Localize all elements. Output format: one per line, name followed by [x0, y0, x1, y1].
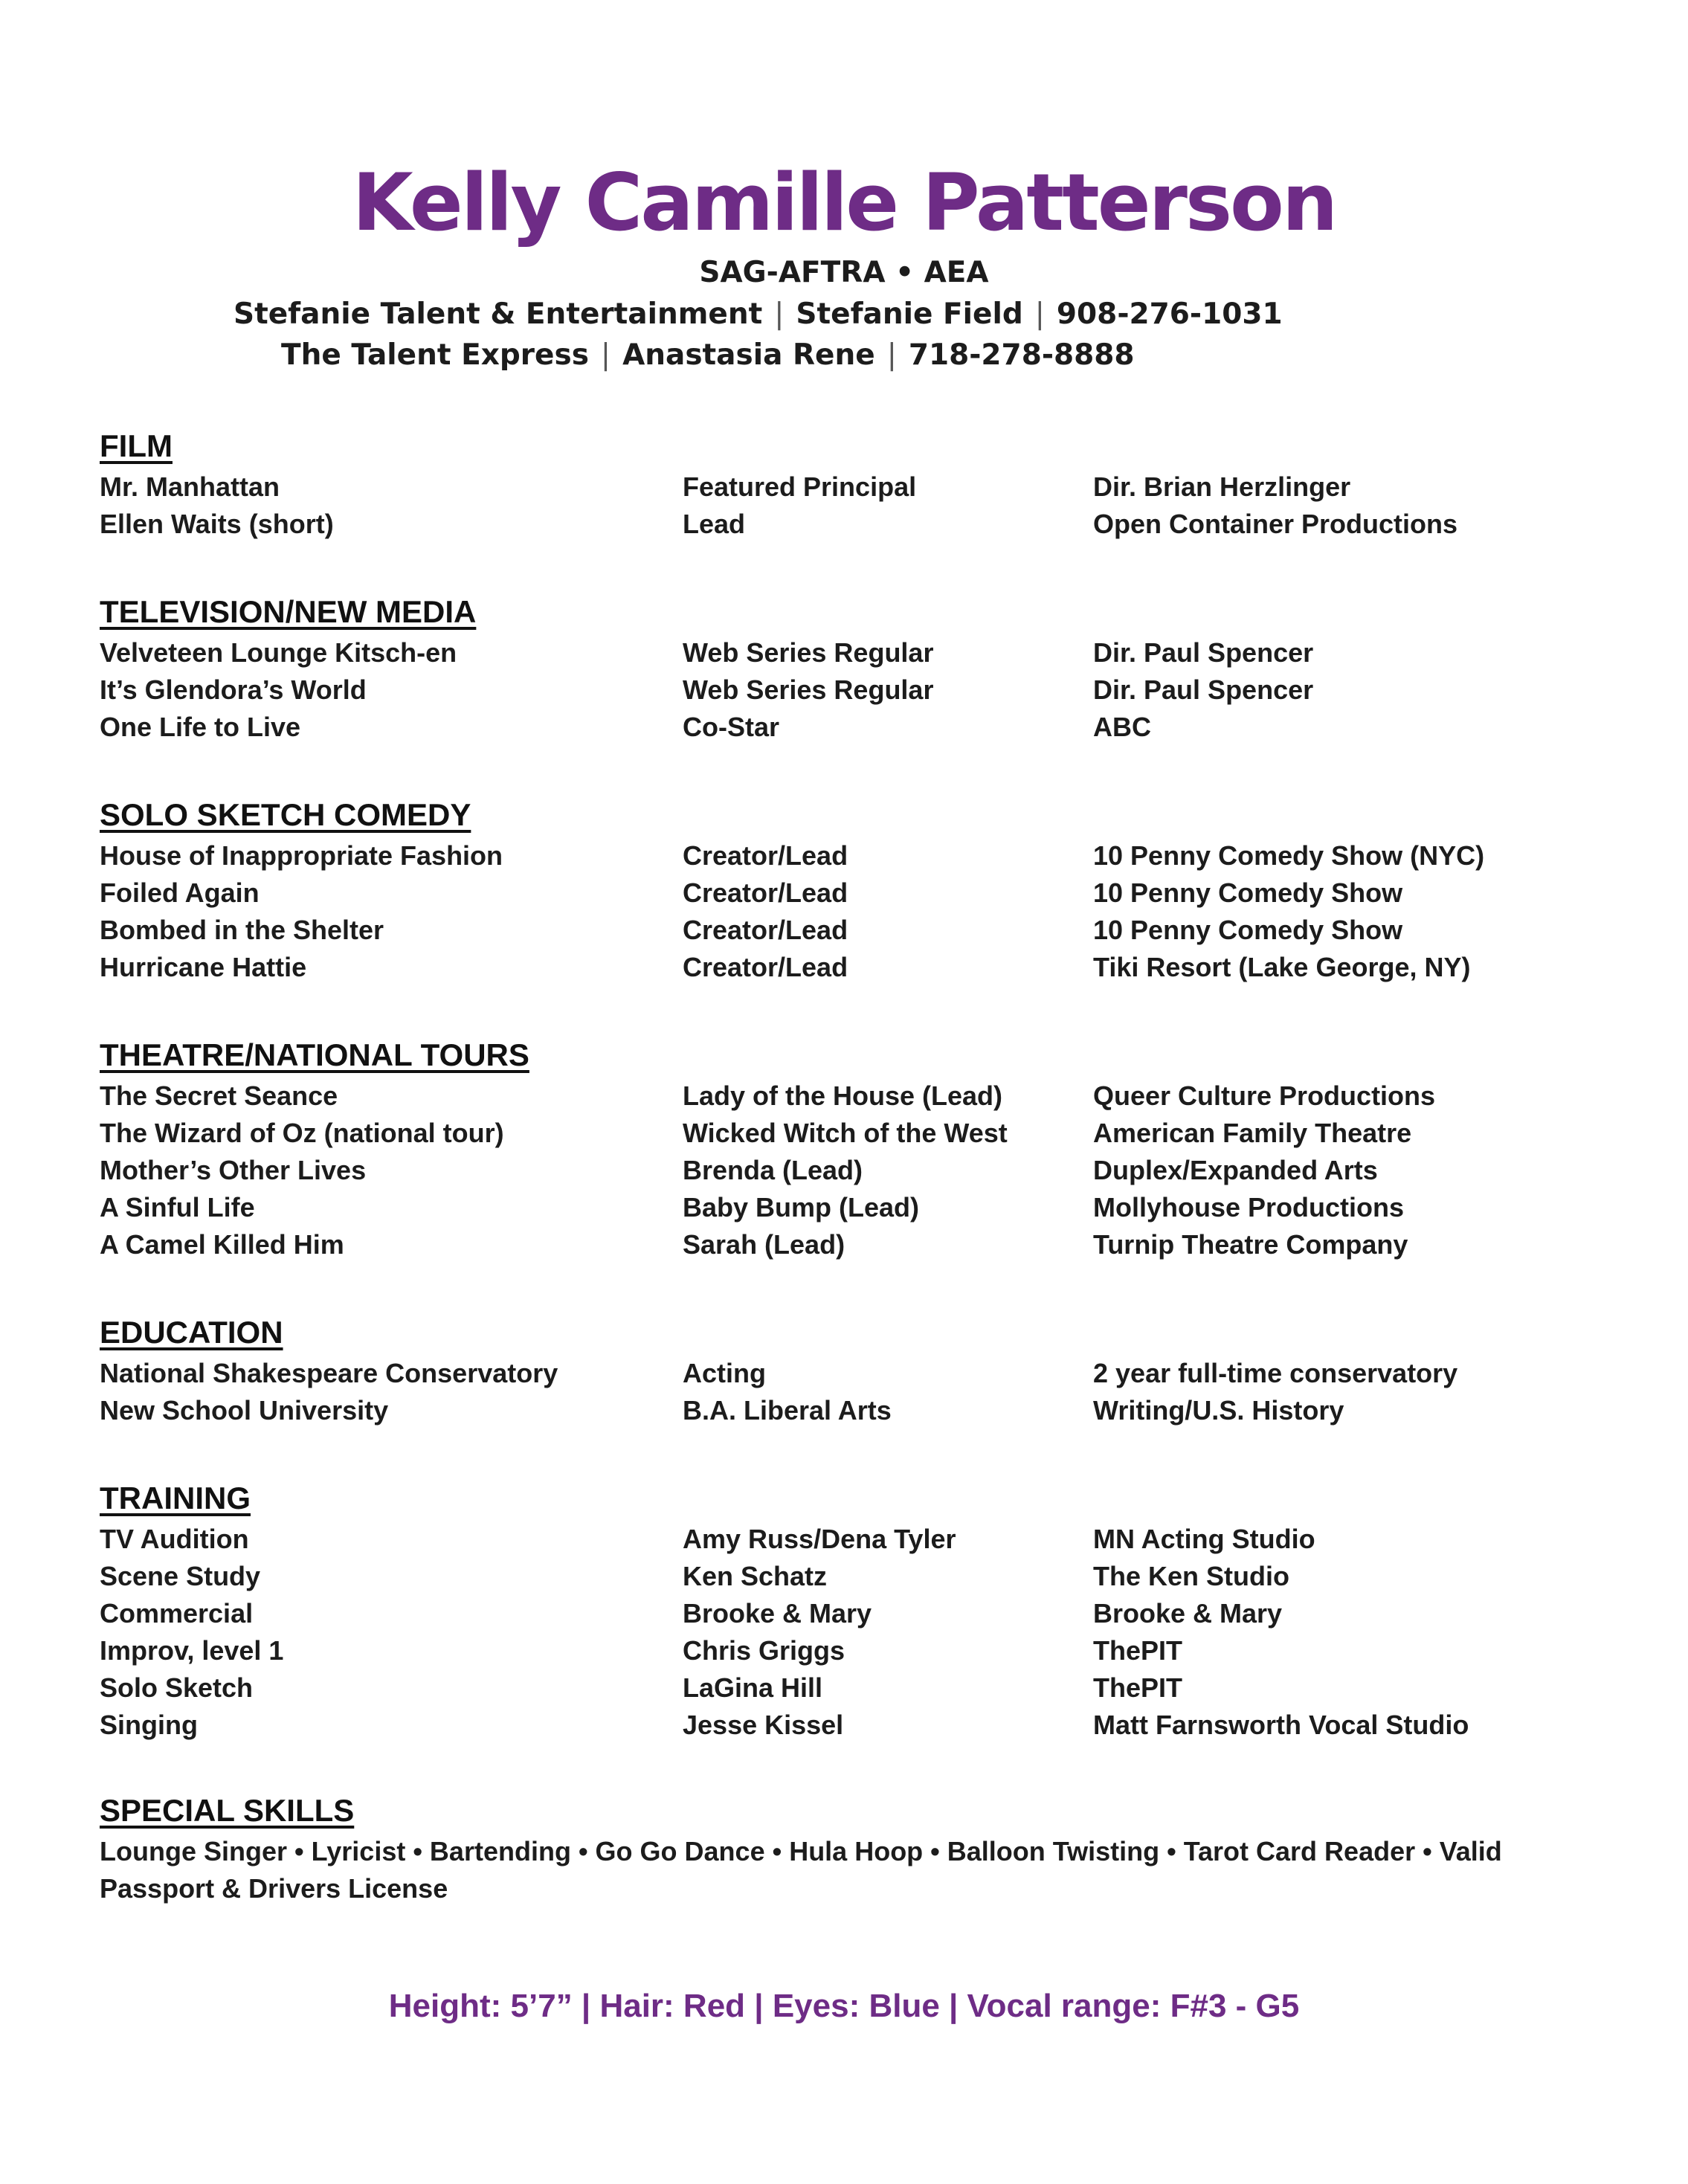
solo-sketch-row [0, 837, 1688, 874]
credit-title: House of Inappropriate Fashion [100, 840, 503, 871]
credit-role: Web Series Regular [683, 637, 934, 668]
agency-phone: 718-278-8888 [908, 338, 1135, 372]
credit-company: ABC [1093, 712, 1151, 742]
section-heading-skills: SPECIAL SKILLS [100, 1793, 355, 1828]
credit-title: Bombed in the Shelter [100, 915, 384, 945]
training-subject: Solo Sketch [100, 1672, 254, 1703]
section-heading-film: FILM [100, 428, 173, 463]
solo-sketch-row [0, 949, 1688, 986]
credit-title: Velveteen Lounge Kitsch-en [100, 637, 457, 668]
credit-role: Sarah (Lead) [683, 1229, 845, 1260]
credit-role: Co-Star [683, 712, 780, 742]
education-row [0, 1392, 1688, 1429]
training-studio: Brooke & Mary [1093, 1598, 1283, 1629]
training-studio: The Ken Studio [1093, 1561, 1289, 1591]
credit-company: Dir. Paul Spencer [1093, 674, 1314, 705]
section-heading-theatre: THEATRE/NATIONAL TOURS [100, 1037, 529, 1072]
theatre-row [0, 1226, 1688, 1263]
credit-title: The Wizard of Oz (national tour) [100, 1118, 504, 1148]
credit-company: Turnip Theatre Company [1093, 1229, 1408, 1260]
credit-role: Brenda (Lead) [683, 1155, 863, 1185]
training-teacher: Amy Russ/Dena Tyler [683, 1524, 956, 1554]
agency-company: The Talent Express [281, 338, 589, 372]
credit-title: The Secret Seance [100, 1080, 338, 1111]
training-studio: ThePIT [1093, 1635, 1183, 1666]
special-skills-text: Lounge Singer • Lyricist • Bartending • Go Go Dance • Hula Hoop • Balloon Twisting • Tarot Card Reader • Valid Passport & Drivers License [100, 1836, 1502, 1904]
agency-line-1 [233, 296, 1283, 333]
degree: B.A. Liberal Arts [683, 1395, 892, 1426]
credit-role: Web Series Regular [683, 674, 934, 705]
credit-title: One Life to Live [100, 712, 301, 742]
credit-title: Mr. Manhattan [100, 471, 280, 502]
training-studio: ThePIT [1093, 1672, 1183, 1703]
credit-title: A Sinful Life [100, 1192, 255, 1223]
credit-role: Baby Bump (Lead) [683, 1192, 920, 1223]
union-affiliations: SAG-AFTRA • AEA [699, 256, 989, 289]
credit-company: American Family Theatre [1093, 1118, 1412, 1148]
agency-agent: Stefanie Field [796, 297, 1023, 331]
credit-role: Lady of the House (Lead) [683, 1080, 1003, 1111]
credit-title: Foiled Again [100, 877, 260, 908]
credit-company: Dir. Brian Herzlinger [1093, 471, 1351, 502]
training-teacher: Ken Schatz [683, 1561, 828, 1591]
solo-sketch-row [0, 912, 1688, 949]
film-row [0, 468, 1688, 506]
education-row [0, 1355, 1688, 1392]
credit-role: Featured Principal [683, 471, 917, 502]
credit-title: Ellen Waits (short) [100, 509, 334, 539]
television-row [0, 709, 1688, 746]
training-teacher: Brooke & Mary [683, 1598, 872, 1629]
separator: | [774, 297, 785, 331]
training-row [0, 1521, 1688, 1558]
solo-sketch-row [0, 874, 1688, 912]
school-name: New School University [100, 1395, 389, 1426]
credit-company: Mollyhouse Productions [1093, 1192, 1405, 1223]
training-teacher: LaGina Hill [683, 1672, 823, 1703]
training-row [0, 1669, 1688, 1707]
credit-company: 10 Penny Comedy Show (NYC) [1093, 840, 1485, 871]
training-row [0, 1595, 1688, 1632]
theatre-row [0, 1077, 1688, 1115]
agency-agent: Anastasia Rene [622, 338, 875, 372]
credit-company: Tiki Resort (Lake George, NY) [1093, 952, 1471, 982]
credit-company: Dir. Paul Spencer [1093, 637, 1314, 668]
section-heading-television: TELEVISION/NEW MEDIA [100, 594, 477, 629]
credit-title: It’s Glendora’s World [100, 674, 367, 705]
credit-company: Queer Culture Productions [1093, 1080, 1436, 1111]
separator: | [1034, 297, 1045, 331]
television-row [0, 671, 1688, 709]
training-row [0, 1707, 1688, 1744]
credit-title: Hurricane Hattie [100, 952, 307, 982]
degree: Acting [683, 1358, 766, 1388]
credit-company: 10 Penny Comedy Show [1093, 877, 1403, 908]
film-row [0, 506, 1688, 543]
separator: | [886, 338, 897, 372]
actor-name: Kelly Camille Patterson [352, 157, 1336, 248]
credit-company: Open Container Productions [1093, 509, 1458, 539]
credit-role: Wicked Witch of the West [683, 1118, 1008, 1148]
training-subject: Commercial [100, 1598, 254, 1629]
credit-role: Lead [683, 509, 746, 539]
credit-role: Creator/Lead [683, 952, 848, 982]
section-heading-education: EDUCATION [100, 1315, 283, 1350]
television-row [0, 634, 1688, 671]
theatre-row [0, 1152, 1688, 1189]
section-heading-training: TRAINING [100, 1481, 251, 1515]
agency-phone: 908-276-1031 [1056, 297, 1283, 331]
agency-line-2 [281, 337, 1135, 374]
credit-role: Creator/Lead [683, 877, 848, 908]
credit-title: A Camel Killed Him [100, 1229, 344, 1260]
training-studio: Matt Farnsworth Vocal Studio [1093, 1710, 1469, 1740]
training-subject: Improv, level 1 [100, 1635, 284, 1666]
credit-title: Mother’s Other Lives [100, 1155, 367, 1185]
section-heading-solo-sketch: SOLO SKETCH COMEDY [100, 797, 471, 832]
training-teacher: Jesse Kissel [683, 1710, 844, 1740]
physical-stats: Height: 5’7” | Hair: Red | Eyes: Blue | Vocal range: F#3 - G5 [388, 1988, 1300, 2024]
credit-role: Creator/Lead [683, 840, 848, 871]
school-name: National Shakespeare Conservatory [100, 1358, 558, 1388]
program-detail: Writing/U.S. History [1093, 1395, 1344, 1426]
credit-role: Creator/Lead [683, 915, 848, 945]
training-studio: MN Acting Studio [1093, 1524, 1315, 1554]
training-row [0, 1632, 1688, 1669]
theatre-row [0, 1189, 1688, 1226]
agency-company: Stefanie Talent & Entertainment [233, 297, 763, 331]
training-subject: TV Audition [100, 1524, 249, 1554]
credit-company: 10 Penny Comedy Show [1093, 915, 1403, 945]
credit-company: Duplex/Expanded Arts [1093, 1155, 1378, 1185]
training-teacher: Chris Griggs [683, 1635, 845, 1666]
training-row [0, 1558, 1688, 1595]
training-subject: Scene Study [100, 1561, 261, 1591]
theatre-row [0, 1115, 1688, 1152]
program-detail: 2 year full-time conservatory [1093, 1358, 1458, 1388]
separator: | [600, 338, 611, 372]
training-subject: Singing [100, 1710, 198, 1740]
